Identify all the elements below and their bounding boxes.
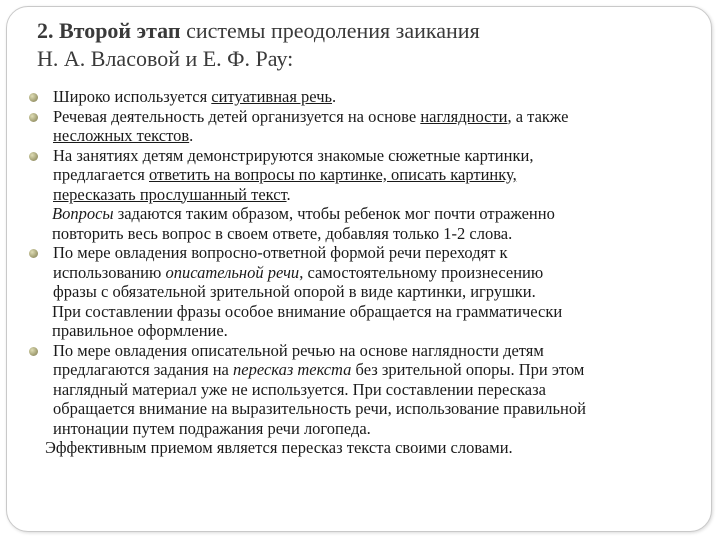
text: . [286, 184, 291, 204]
text: Эффективным приемом является пересказ текста своими словами. [45, 438, 513, 457]
text: На занятиях детям демонстрируются знакомые сюжетные картинки, [53, 145, 534, 165]
text: При составлении фразы особое внимание обращается на грамматически [52, 301, 563, 321]
bullet-item-visual-basis [17, 107, 707, 146]
text: , а также [507, 106, 569, 126]
text: , самостоятельному произнесению [299, 262, 544, 282]
underlined-term: наглядности [420, 106, 508, 126]
text: обращается внимание на выразительность речи, использование правильной [53, 399, 586, 418]
title-line1-rest: системы преодоления заикания [180, 18, 480, 43]
text: повторить весь вопрос в своем ответе, добавляя только 1-2 слова. [52, 223, 513, 243]
bullet-item-descriptive-speech [17, 243, 707, 302]
text: интонации путем подражания речи логопеда. [53, 418, 371, 438]
title-stage: 2. Второй этап [37, 18, 181, 43]
underlined-term: пересказать прослушанный текст [53, 184, 287, 204]
italic-term: пересказ текста [233, 360, 352, 379]
text: наглядный материал уже не используется. При составлении пересказа [53, 379, 546, 399]
paragraph-questions [17, 204, 707, 243]
bullet-dot-icon [29, 152, 38, 161]
slide-body [17, 87, 707, 458]
underlined-term: несложных текстов [53, 126, 190, 145]
text: По мере овладения описательной речью на основе наглядности детям [53, 340, 544, 360]
bullet-item-pictures [17, 146, 707, 205]
paragraph-effective-method [17, 438, 707, 458]
text: предлагаются задания на [53, 360, 234, 379]
text: задаются таким образом, чтобы ребенок мог почти отраженно [113, 204, 555, 223]
paragraph-grammar [17, 302, 707, 341]
text: По мере овладения вопросно-ответной формой речи переходят к [53, 243, 508, 262]
bullet-item-retelling [17, 341, 707, 439]
title-authors: Н. А. Власовой и Е. Ф. Рау: [37, 46, 294, 71]
text: . [332, 87, 337, 106]
slide-frame [6, 6, 712, 532]
text: правильное оформление. [52, 321, 228, 340]
text: Широко используется [53, 87, 212, 106]
text: использованию [53, 262, 166, 282]
underlined-term: ответить на вопросы по картинке, описать картинку, [149, 165, 517, 184]
text: Речевая деятельность детей организуется на основе [53, 106, 421, 126]
bullet-dot-icon [29, 93, 38, 102]
slide-title [37, 17, 677, 73]
bullet-dot-icon [29, 347, 38, 356]
text: . [189, 126, 194, 145]
bullet-dot-icon [29, 113, 38, 122]
bullet-dot-icon [29, 249, 38, 258]
text: без зрительной опоры. При этом [351, 360, 585, 379]
italic-term: описательной речи [165, 262, 300, 282]
text: фразы с обязательной зрительной опорой в виде картинки, игрушки. [53, 282, 536, 301]
bullet-item-situational-speech [17, 87, 707, 107]
underlined-term: ситуативная речь [211, 87, 333, 106]
text: предлагается [53, 165, 150, 184]
italic-term: Вопросы [52, 204, 114, 223]
